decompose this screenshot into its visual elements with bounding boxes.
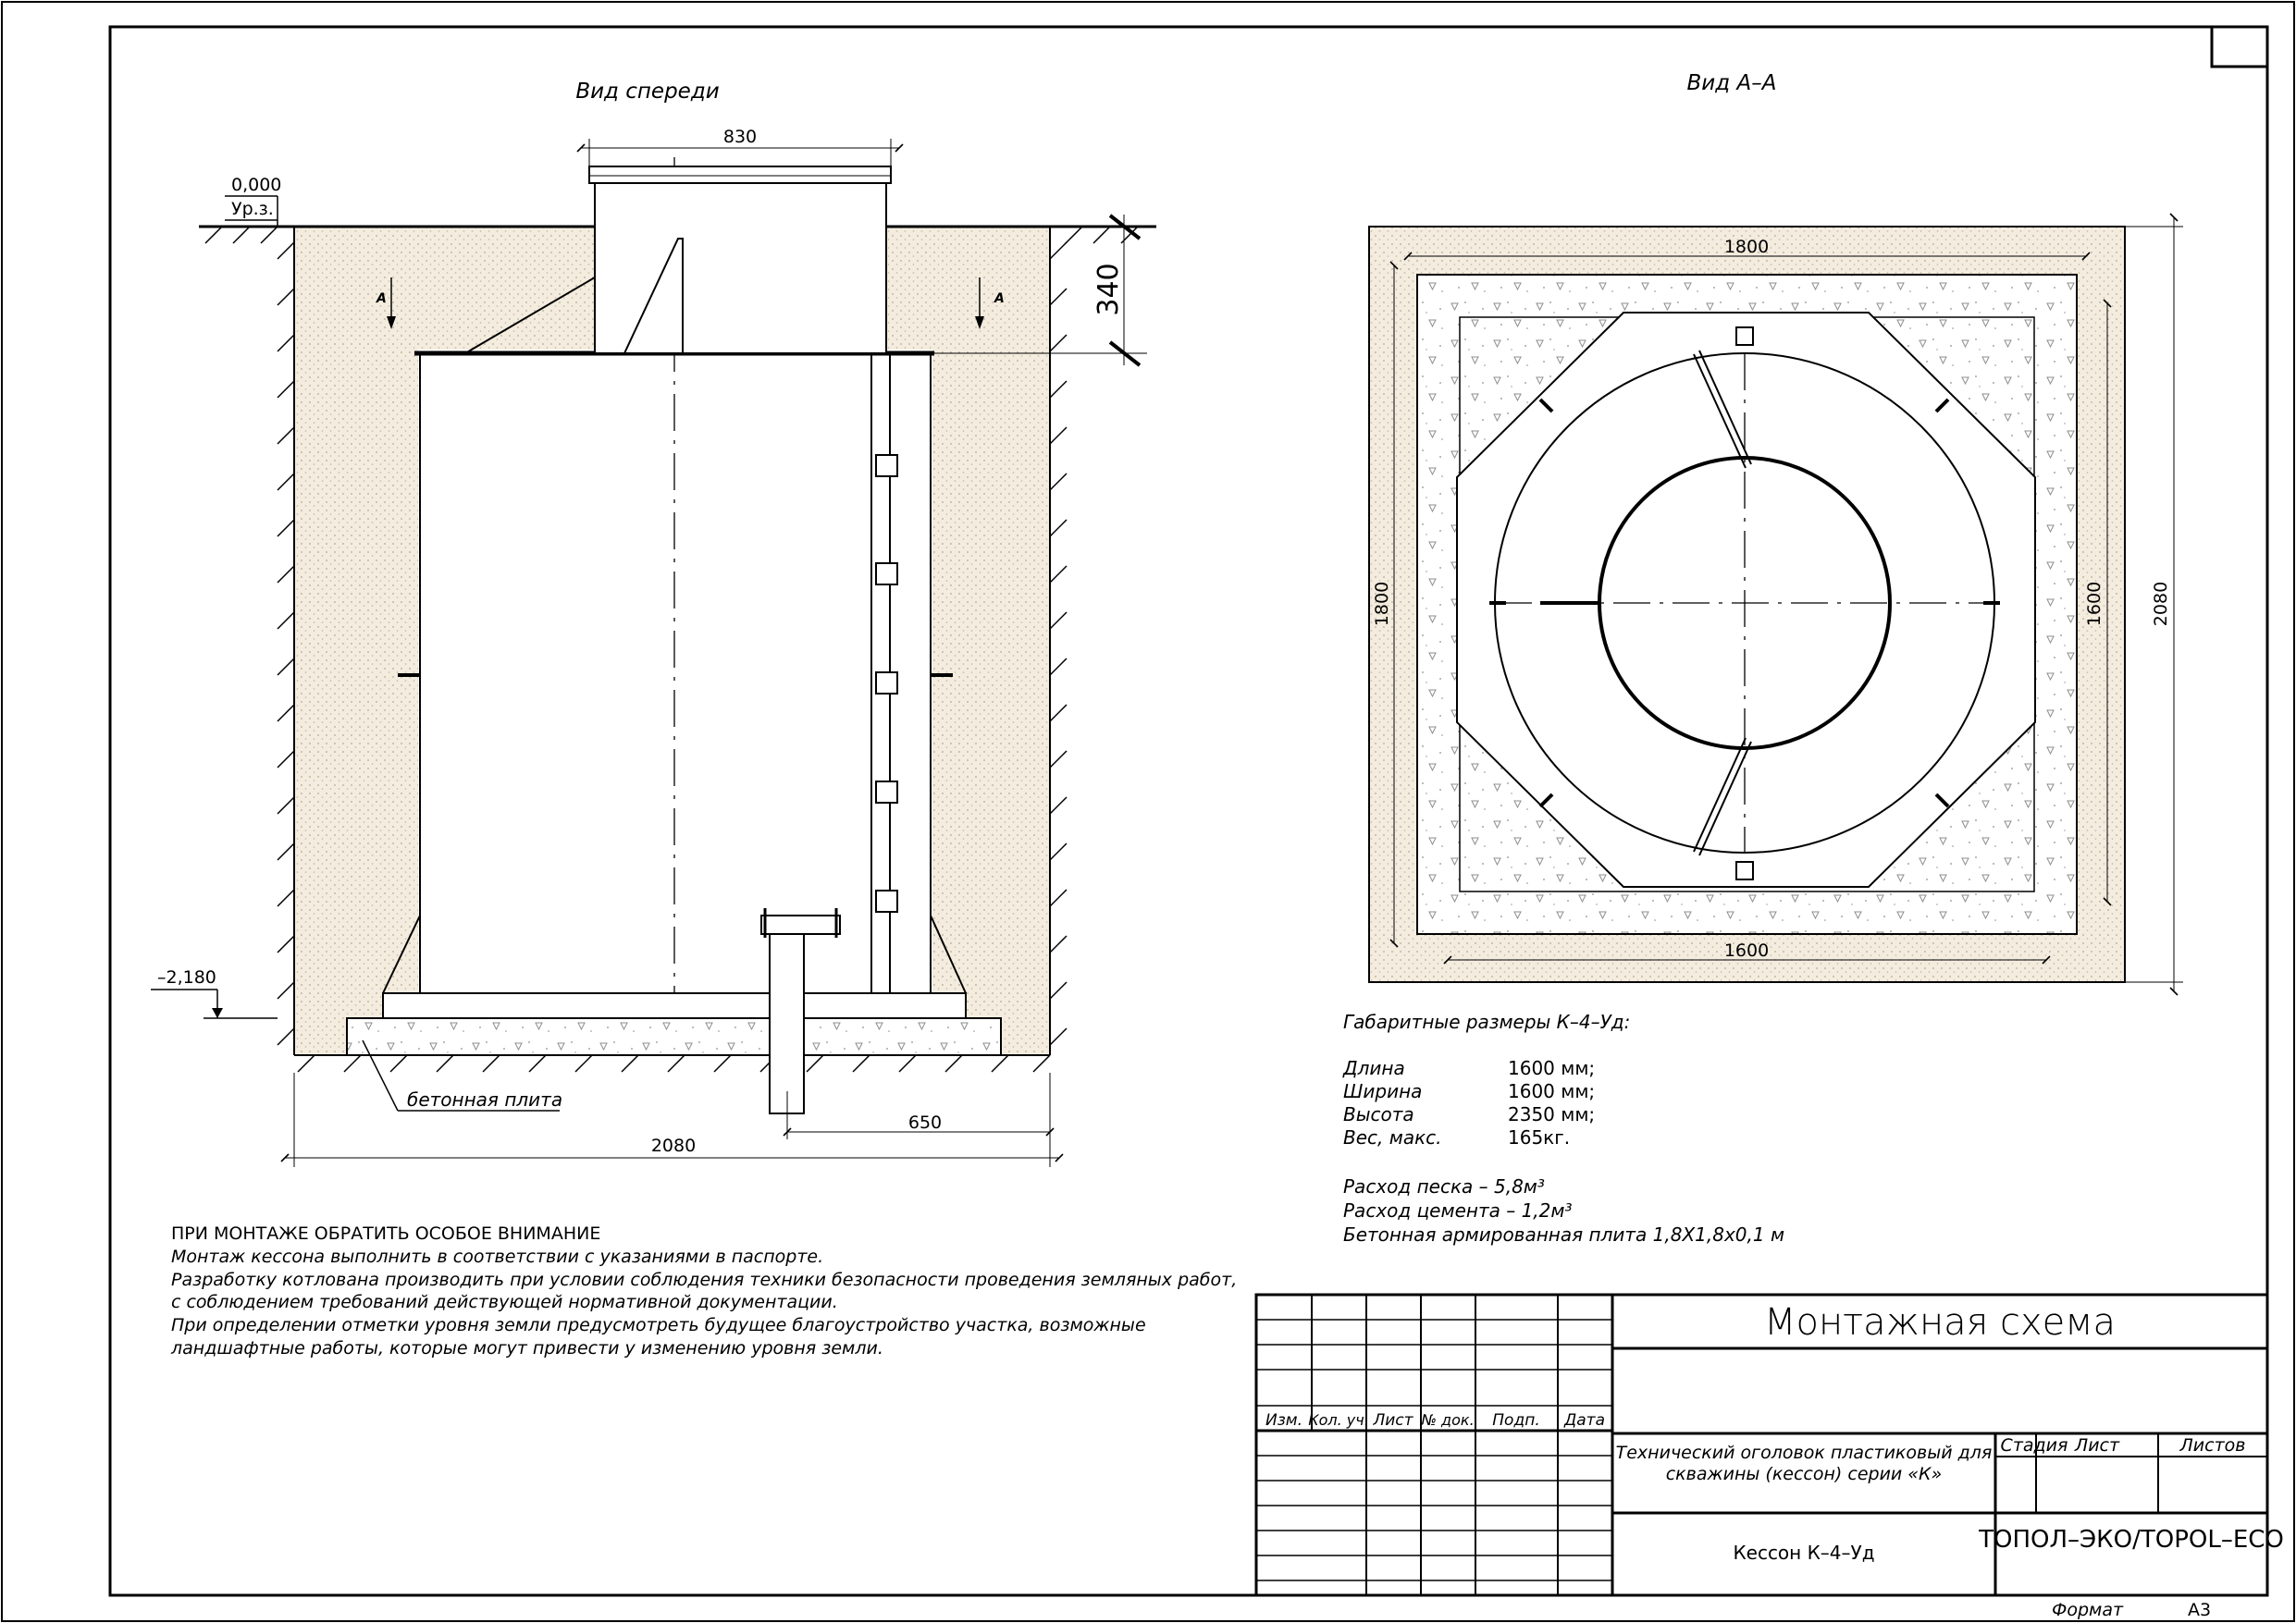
ladder-step bbox=[876, 891, 897, 912]
plan-dim-top: 1800 bbox=[1723, 237, 1770, 257]
front-view-title: Вид спереди bbox=[575, 80, 720, 104]
tb-header: Подп. bbox=[1492, 1411, 1540, 1430]
plan-tab-bottom bbox=[1736, 862, 1753, 879]
pipe bbox=[770, 934, 804, 1113]
level-bottom: –2,180 bbox=[157, 967, 216, 988]
note-line: с соблюдением требований действующей нормативной документации. bbox=[171, 1292, 838, 1312]
tb-header: № док. bbox=[1421, 1411, 1475, 1429]
note-line: ландшафтные работы, которые могут привести у изменению уровня земли. bbox=[171, 1338, 883, 1359]
dim-340: 340 bbox=[1092, 263, 1125, 316]
level-top: 0,000 bbox=[231, 175, 282, 195]
title-block bbox=[1256, 1295, 2284, 1620]
format-label: Формат bbox=[2052, 1600, 2124, 1620]
note-heading: ПРИ МОНТАЖЕ ОБРАТИТЬ ОСОБОЕ ВНИМАНИЕ bbox=[171, 1223, 601, 1244]
plan-dim-left: 1800 bbox=[1372, 581, 1392, 627]
description-line1: Технический оголовок пластиковый для bbox=[1615, 1443, 1993, 1463]
slab-label: бетонная плита bbox=[407, 1088, 563, 1111]
spec-label: Высота bbox=[1343, 1103, 1414, 1125]
revision-grid bbox=[1312, 1295, 1612, 1595]
item-name: Кессон К–4–Уд bbox=[1733, 1542, 1875, 1564]
section-mark-left: А bbox=[376, 291, 387, 306]
note-line: При определении отметки уровня земли предусмотреть будущее благоустройство участка, возможные bbox=[171, 1315, 1146, 1335]
tb-header: Изм. bbox=[1265, 1411, 1302, 1430]
consumption-sand: Расход песка – 5,8м³ bbox=[1343, 1175, 1545, 1198]
spec-value: 2350 мм; bbox=[1508, 1103, 1596, 1125]
ladder-step bbox=[876, 455, 897, 476]
note-line: Монтаж кессона выполнить в соответствии с указаниями в паспорте. bbox=[171, 1247, 824, 1267]
section-mark-right: А bbox=[994, 291, 1005, 306]
dim-650: 650 bbox=[907, 1113, 943, 1133]
caisson-base bbox=[383, 993, 966, 1018]
plan-view bbox=[1369, 71, 2183, 991]
plan-dim-right-outer: 2080 bbox=[2151, 581, 2171, 627]
sheets-header: Листов bbox=[2179, 1435, 2246, 1456]
front-view bbox=[151, 80, 1156, 1167]
consumption-slab: Бетонная армированная плита 1,8Х1,8х0,1 м bbox=[1343, 1223, 1785, 1246]
sheet-header: Лист bbox=[2074, 1435, 2120, 1456]
specs bbox=[1342, 1011, 1784, 1246]
specs-title: Габаритные размеры К–4–Уд: bbox=[1343, 1011, 1631, 1033]
tb-header: Кол. уч. bbox=[1308, 1411, 1369, 1429]
format-value: А3 bbox=[2188, 1600, 2212, 1620]
ladder-step bbox=[876, 563, 897, 584]
company-name: ТОПОЛ–ЭКО/TOPOL–ECO bbox=[1979, 1526, 2284, 1554]
plan-view-title: Вид А–А bbox=[1686, 71, 1777, 95]
spec-label: Длина bbox=[1343, 1057, 1405, 1079]
scheme-title: Монтажная схема bbox=[1764, 1301, 2116, 1344]
revision-grid-rows bbox=[1256, 1320, 1612, 1580]
corner-box bbox=[2212, 27, 2267, 67]
neck-cap bbox=[589, 166, 891, 183]
concrete-slab bbox=[347, 1018, 1001, 1055]
plan-dim-right-inner: 1600 bbox=[2084, 581, 2105, 627]
stage-header: Стадия bbox=[2000, 1435, 2068, 1456]
note-line: Разработку котлована производить при условии соблюдения техники безопасности проведения земляных работ, bbox=[171, 1270, 1238, 1290]
ladder-step bbox=[876, 781, 897, 803]
tb-header: Дата bbox=[1563, 1411, 1606, 1430]
ladder-step bbox=[876, 672, 897, 694]
spec-value: 165кг. bbox=[1508, 1126, 1571, 1149]
caisson-body bbox=[420, 353, 931, 993]
dim-830: 830 bbox=[722, 127, 758, 147]
notes bbox=[170, 1223, 1237, 1359]
spec-label: Вес, макс. bbox=[1343, 1126, 1442, 1149]
level-ground-label: Ур.з. bbox=[231, 199, 274, 219]
tb-header: Лист bbox=[1373, 1411, 1413, 1430]
consumption-cement: Расход цемента – 1,2м³ bbox=[1343, 1199, 1573, 1222]
spec-label: Ширина bbox=[1343, 1080, 1423, 1102]
plan-dim-bottom: 1600 bbox=[1723, 941, 1770, 961]
description-line2: скважины (кессон) серии «К» bbox=[1665, 1464, 1943, 1484]
level-bottom-arrow bbox=[212, 1008, 223, 1018]
spec-value: 1600 мм; bbox=[1508, 1057, 1596, 1079]
dim-2080: 2080 bbox=[650, 1136, 697, 1156]
pipe-flange bbox=[761, 916, 840, 934]
plan-tab-top bbox=[1736, 327, 1753, 345]
spec-value: 1600 мм; bbox=[1508, 1080, 1596, 1102]
